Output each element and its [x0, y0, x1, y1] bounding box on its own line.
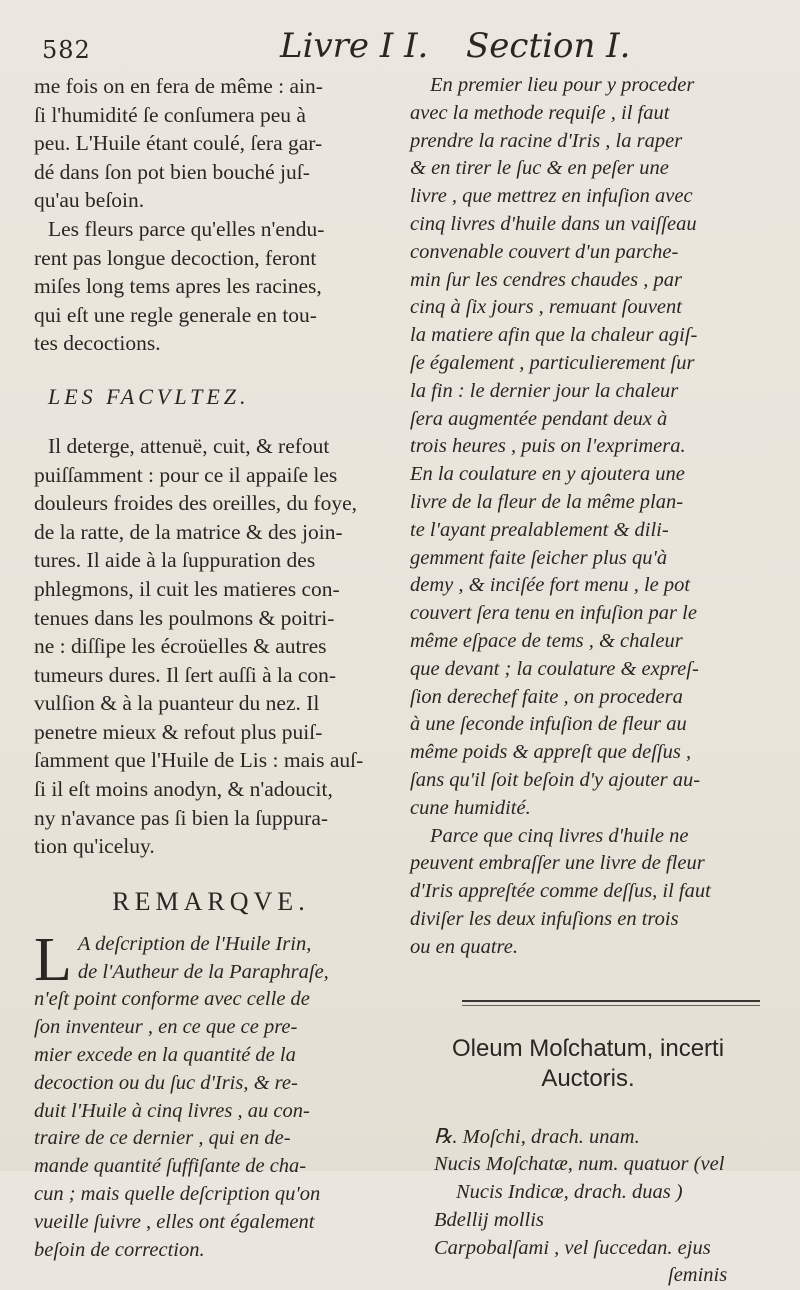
text-line: min ſur les cendres chaudes , par — [410, 267, 766, 295]
text-line: puiſſamment : pour ce il appaiſe les — [34, 461, 388, 490]
recipe-title-line: Auctoris. — [410, 1064, 766, 1094]
page-number: 582 — [42, 36, 91, 64]
text-line: ſi l'humidité ſe conſumera peu à — [34, 101, 388, 130]
text-line: la matiere afin que la chaleur agiſ- — [410, 322, 766, 350]
text-line: ſera augmentée pendant deux à — [410, 406, 766, 434]
text-line: phlegmons, il cuit les matieres con- — [34, 575, 388, 604]
text-line: d'Iris appreſtée comme deſſus, il faut — [410, 878, 766, 906]
text-line: mande quantité ſuffiſante de cha- — [34, 1153, 388, 1181]
text-line: dé dans ſon pot bien bouché juſ- — [34, 158, 388, 187]
text-line: gemment faite ſeicher plus qu'à — [410, 545, 766, 573]
text-line: convenable couvert d'un parche- — [410, 239, 766, 267]
text-line: decoction ou du ſuc d'Iris, & re- — [34, 1070, 388, 1098]
text-line: Il deterge, attenuë, cuit, & refout — [34, 432, 388, 461]
text-line: ſi il eſt moins anodyn, & n'adoucit, — [34, 775, 388, 804]
text-line: vulſion & à la puanteur du nez. Il — [34, 689, 388, 718]
text-line: tures. Il aide à la ſuppuration des — [34, 546, 388, 575]
ingredient-line: Nucis Moſchatæ, num. quatuor (vel — [410, 1151, 766, 1179]
paragraph-division — [410, 823, 766, 962]
text-line: cun ; mais quelle deſcription qu'on — [34, 1181, 388, 1209]
text-line: miſes long tems apres les racines, — [34, 272, 388, 301]
paragraph-remarque — [34, 931, 388, 1265]
ingredient-line: ℞. Moſchi, drach. unam. — [410, 1124, 766, 1152]
text-line: ſe également , particulierement ſur — [410, 350, 766, 378]
text-line: couvert ſera tenu en infuſion par le — [410, 600, 766, 628]
text-line: tes decoctions. — [34, 329, 388, 358]
text-line: de la ratte, de la matrice & des join- — [34, 518, 388, 547]
ingredient-line: Nucis Indicæ, drach. duas ) — [410, 1179, 766, 1207]
text-line: peuvent embraſſer une livre de fleur — [410, 850, 766, 878]
text-line: mier excede en la quantité de la — [34, 1042, 388, 1070]
text-line: En la coulature en y ajoutera une — [410, 461, 766, 489]
text-line: ſans qu'il ſoit beſoin d'y ajouter au- — [410, 767, 766, 795]
drop-cap: L — [34, 935, 72, 985]
text-line: vueille ſuivre , elles ont également — [34, 1209, 388, 1237]
text-line: rent pas longue decoction, feront — [34, 244, 388, 273]
recipe-ingredients — [410, 1124, 766, 1290]
text-line: tumeurs dures. Il ſert auſſi à la con- — [34, 661, 388, 690]
paragraph-humidity — [34, 72, 388, 215]
text-line: penetre mieux & refout plus puiſ- — [34, 718, 388, 747]
section-rule-thin — [462, 1005, 760, 1006]
paragraph-facultez — [34, 432, 388, 861]
text-line: cune humidité. — [410, 795, 766, 823]
text-line: tion qu'iceluy. — [34, 832, 388, 861]
ingredient-line: Carpobalſami , vel ſuccedan. ejus — [410, 1235, 766, 1263]
text-line: ne : diſſipe les écroüelles & autres — [34, 632, 388, 661]
text-line: qui eſt une regle generale en tou- — [34, 301, 388, 330]
recipe-title-line: Oleum Moſchatum, incerti — [410, 1034, 766, 1064]
left-column — [34, 72, 388, 1264]
text-line: la fin : le dernier jour la chaleur — [410, 378, 766, 406]
running-title-section: Section I. — [466, 26, 630, 66]
heading-remarque: REMARQVE. — [34, 887, 388, 917]
text-line: A deſcription de l'Huile Irin, — [34, 931, 388, 959]
text-line: Les fleurs parce qu'elles n'endu- — [34, 215, 388, 244]
text-line: livre , que mettrez en infuſion avec — [410, 183, 766, 211]
text-line: qu'au beſoin. — [34, 186, 388, 215]
text-line: que devant ; la coulature & expreſ- — [410, 656, 766, 684]
text-line: duit l'Huile à cinq livres , au con- — [34, 1098, 388, 1126]
text-line: ny n'avance pas ſi bien la ſuppura- — [34, 804, 388, 833]
paragraph-flowers — [34, 215, 388, 358]
text-line: demy , & inciſée fort menu , le pot — [410, 572, 766, 600]
running-header — [0, 22, 800, 62]
text-line: même eſpace de tems , & chaleur — [410, 628, 766, 656]
text-line: prendre la racine d'Iris , la raper — [410, 128, 766, 156]
text-line: tenues dans les poulmons & poitri- — [34, 604, 388, 633]
text-line: ſon inventeur , en ce que ce pre- — [34, 1014, 388, 1042]
text-line: même poids & appreſt que deſſus , — [410, 739, 766, 767]
text-line: n'eſt point conforme avec celle de — [34, 986, 388, 1014]
text-line: peu. L'Huile étant coulé, ſera gar- — [34, 129, 388, 158]
ingredient-line: Bdellij mollis — [410, 1207, 766, 1235]
recipe-title — [410, 1034, 766, 1094]
text-line: ſamment que l'Huile de Lis : mais auſ- — [34, 746, 388, 775]
text-line: de l'Autheur de la Paraphraſe, — [34, 959, 388, 987]
text-line: te l'ayant prealablement & dili- — [410, 517, 766, 545]
text-line: à une ſeconde infuſion de fleur au — [410, 711, 766, 739]
right-column — [410, 72, 766, 1290]
text-line: avec la methode requiſe , il faut — [410, 100, 766, 128]
heading-facultez: LES FACVLTEZ. — [48, 384, 388, 410]
text-line: me fois on en fera de même : ain- — [34, 72, 388, 101]
text-line: cinq à ſix jours , remuant ſouvent — [410, 294, 766, 322]
text-line: cinq livres d'huile dans un vaiſſeau — [410, 211, 766, 239]
text-line: diviſer les deux infuſions en trois — [410, 906, 766, 934]
running-title-book: Livre I I. — [280, 26, 428, 66]
text-line: traire de ce dernier , qui en de- — [34, 1125, 388, 1153]
text-line: beſoin de correction. — [34, 1237, 388, 1265]
text-line: livre de la fleur de la même plan- — [410, 489, 766, 517]
text-line: Parce que cinq livres d'huile ne — [410, 823, 766, 851]
text-line: ou en quatre. — [410, 934, 766, 962]
text-line: douleurs froides des oreilles, du foye, — [34, 489, 388, 518]
text-line: En premier lieu pour y proceder — [410, 72, 766, 100]
section-rule — [462, 1000, 760, 1002]
paragraph-procedure — [410, 72, 766, 823]
text-line: & en tirer le ſuc & en peſer une — [410, 155, 766, 183]
text-line: trois heures , puis on l'exprimera. — [410, 433, 766, 461]
ingredient-line: ſeminis — [410, 1262, 766, 1290]
text-line: ſion derechef faite , on procedera — [410, 684, 766, 712]
